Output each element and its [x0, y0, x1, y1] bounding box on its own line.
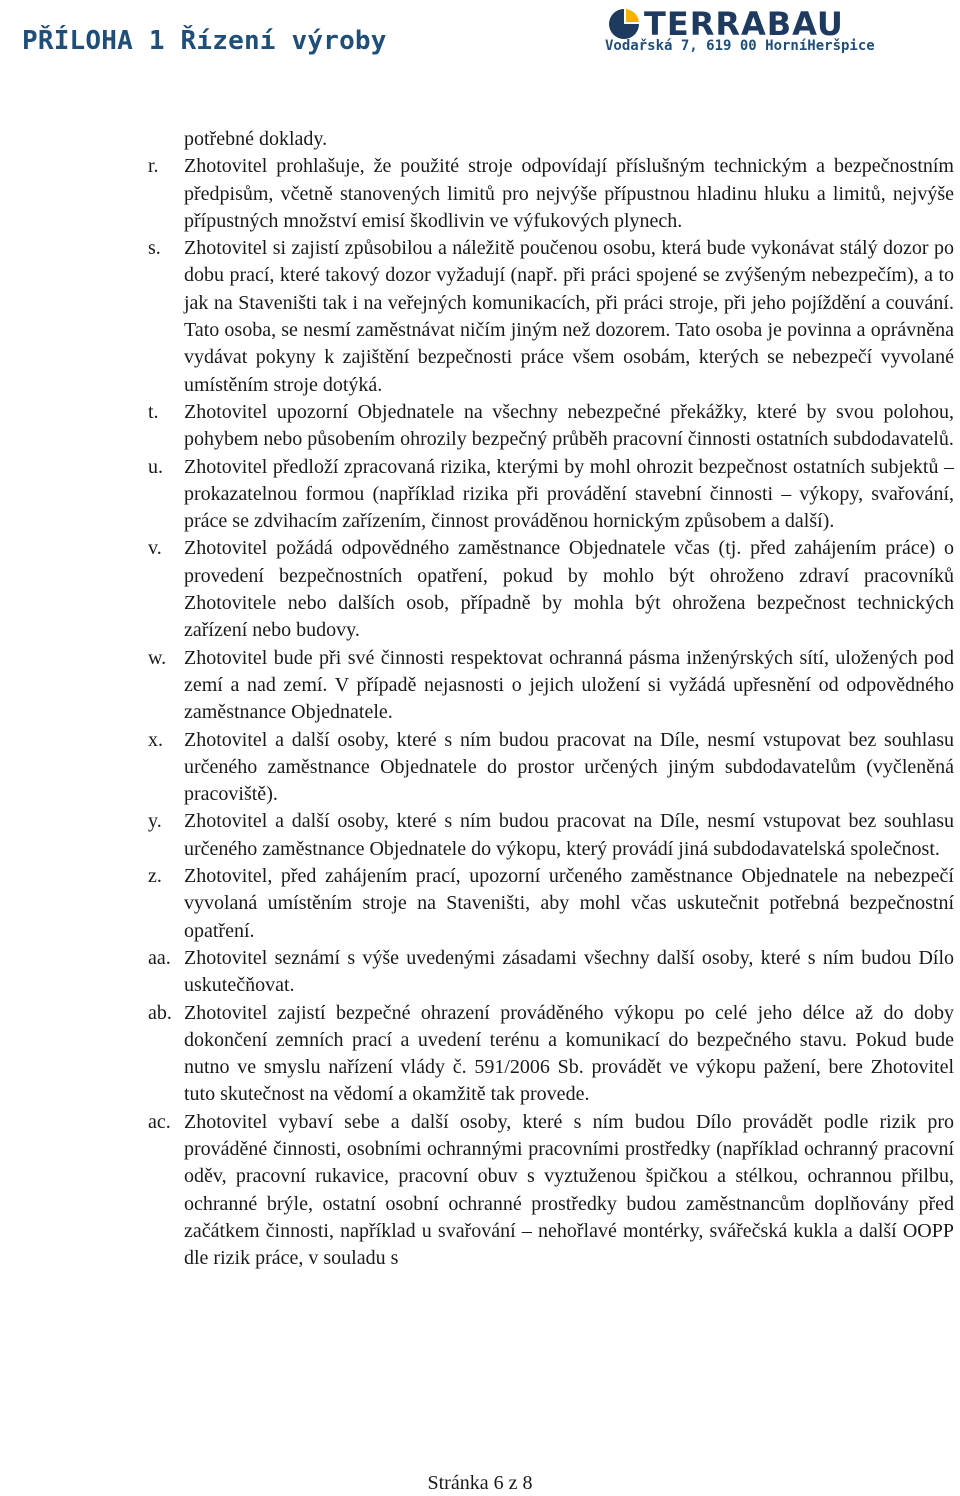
list-item-marker: t. [148, 400, 159, 423]
list-item-marker: s. [148, 237, 161, 260]
list-item [148, 1000, 954, 1109]
list-item-marker: v. [148, 537, 162, 560]
list-item [148, 863, 954, 945]
list-item-text: Zhotovitel a další osoby, které s ním budou pracovat na Díle, nesmí vstupovat bez souhlasu určeného zaměstnance Objednatele do výkopu, který provádí jiná subdodavatelská společnost. [184, 810, 954, 860]
logo-mark-icon [606, 7, 642, 41]
company-address: Vodařská 7, 619 00 HorníHeršpice [605, 38, 875, 54]
list-item-marker: u. [148, 455, 163, 478]
company-logo [606, 6, 886, 42]
list-item [148, 945, 954, 1000]
logo-text: TERRABAU [644, 5, 844, 43]
list-item-text: Zhotovitel seznámí s výše uvedenými zásadami všechny další osoby, které s ním budou Dílo uskutečňovat. [184, 946, 954, 997]
list-item-marker: x. [148, 728, 163, 751]
list-item [148, 153, 954, 235]
list-item-marker: r. [148, 155, 159, 178]
list-item-text: Zhotovitel předloží zpracovaná rizika, kterými by mohl ohrozit bezpečnost ostatních subjektů – prokazatelnou formou (například rizika při provádění stavební činnosti – výkopy, svařování, práce se zdvihacím zařízením, činnost prováděnou hornickým způsobem a další). [184, 455, 954, 533]
list-item [148, 727, 954, 809]
list-item [148, 454, 954, 536]
list-item-marker: ab. [148, 1001, 172, 1024]
list-item-marker: y. [148, 810, 162, 833]
document-body [148, 126, 954, 1272]
page-number: Stránka 6 z 8 [427, 1472, 533, 1494]
list-item [148, 535, 954, 644]
list-item-text: Zhotovitel zajistí bezpečné ohrazení prováděného výkopu po celé jeho délce až do doby dokončení zemních prací a uvedení terénu a komunikací do bezpečného stavu. Pokud bude nutno ve smyslu nařízení vlády č. 591/2006 Sb. provádět ve výkopu pažení, bere Zhotovitel tuto skutečnost na vědomí a okamžitě tak provede. [184, 1001, 954, 1106]
list-item-text: Zhotovitel si zajistí způsobilou a náležitě poučenou osobu, která bude vykonávat stálý dozor po dobu prací, které takový dozor vyžadují (např. při práci spojené se zvýšeným nebezpečím), a to jak na Staveništi tak i na veřejných komunikacích, při práci stroje, při jeho pojíždění a couvání. Tato osoba, se nesmí zaměstnávat ničím jiným než dozorem. Tato osoba je povinna a oprávněna vydávat pokyny k zajištění bezpečnosti práce všem osobám, kterých se nebezpečí vyvolané umístěním stroje dotýká. [184, 237, 954, 396]
document-title: PŘÍLOHA 1 Řízení výroby [22, 26, 387, 56]
list-item [148, 1109, 954, 1273]
list-item-marker: z. [148, 865, 162, 888]
list-item [148, 645, 954, 727]
list-item-text: Zhotovitel a další osoby, které s ním budou pracovat na Díle, nesmí vstupovat bez souhlasu určeného zaměstnance Objednatele do prostor určených jiným subdodavatelům (vyčleněná pracoviště). [184, 728, 954, 806]
continuation-text: potřebné doklady. [184, 128, 328, 150]
list-item-text: Zhotovitel upozorní Objednatele na všechny nebezpečné překážky, které by svou polohou, pohybem nebo působením ohrozily bezpečný průběh pracovní činnosti ostatních subdodavatelů. [184, 400, 954, 451]
list-item-text: Zhotovitel prohlašuje, že použité stroje odpovídají příslušným technickým a bezpečnostním předpisům, včetně stanovených limitů pro nejvýše přípustnou hladinu hluku a limitů, nejvýše přípustných množství emisí škodlivin ve výfukových plynech. [184, 155, 954, 232]
list-item [148, 808, 954, 863]
list-item-text: Zhotovitel vybaví sebe a další osoby, které s ním budou Dílo provádět podle rizik pro prováděné činnosti, osobními ochrannými pracovními prostředky (například ochranný pracovní oděv, pracovní rukavice, pracovní obuv s vyztuženou špičkou a stélkou, ochrannou přilbu, ochranné brýle, ostatní osobní ochranné prostředky budou zaměstnancům doplňovány před začátkem činnosti, například u svařování – nehořlavé montérky, svářečská kukla a další OOPP dle rizik práce, v souladu s [184, 1110, 954, 1270]
item-list [148, 153, 954, 1272]
list-item-text: Zhotovitel požádá odpovědného zaměstnance Objednatele včas (tj. před zahájením práce) o provedení bezpečnostních opatření, pokud by mohlo být ohroženo zdraví pracovníků Zhotovitele nebo dalších osob, případně by mohla být ohrožena bezpečnost technických zařízení nebo budovy. [184, 537, 954, 642]
list-item-marker: w. [148, 646, 167, 669]
list-item-marker: aa. [148, 946, 171, 969]
list-item-marker: ac. [148, 1110, 171, 1133]
list-item [148, 399, 954, 454]
list-item-text: Zhotovitel, před zahájením prací, upozorní určeného zaměstnance Objednatele na nebezpečí vyvolaná umístěním stroje na Staveništi, aby mohl včas uskutečnit potřebná bezpečnostní opatření. [184, 865, 954, 942]
list-item-text: Zhotovitel bude při své činnosti respektovat ochranná pásma inženýrských sítí, uložených pod zemí a nad zemí. V případě nejasnosti o jejich uložení si vyžádá upřesnění od odpovědného zaměstnance Objednatele. [184, 646, 954, 724]
list-item [148, 235, 954, 399]
